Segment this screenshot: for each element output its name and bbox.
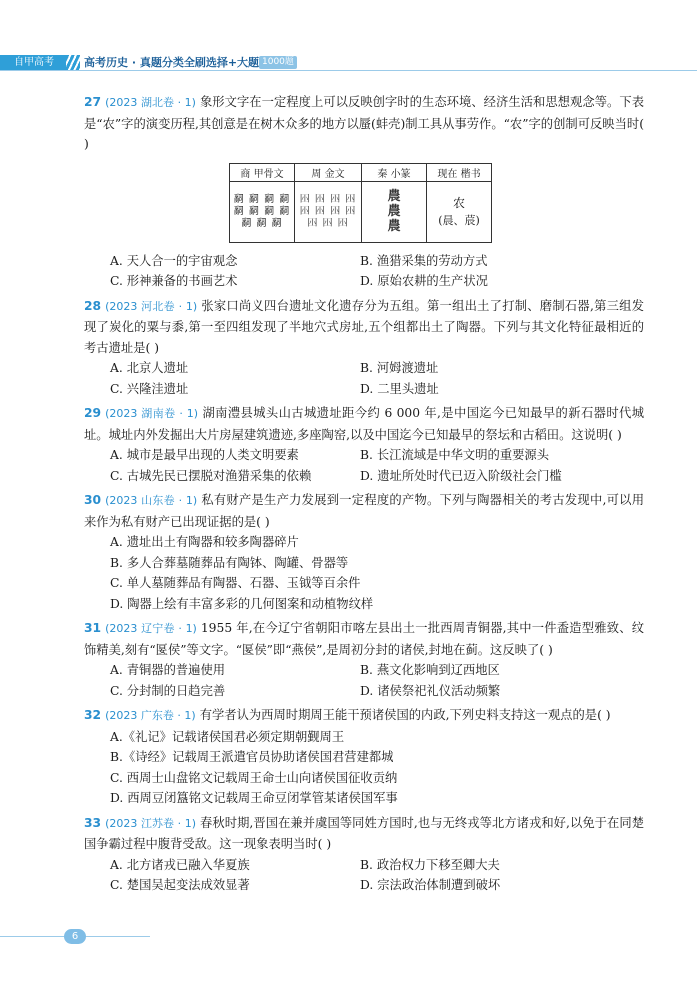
option-a[interactable]: A. 遗址出土有陶器和较多陶器碎片 xyxy=(110,535,299,549)
option-c[interactable]: C. 单人墓随葬品有陶器、石器、玉钺等百余件 xyxy=(110,576,361,590)
header-tag: 自甲高考 xyxy=(0,55,66,71)
option-list xyxy=(110,358,644,399)
question-text: 张家口尚义四台遗址文化遗存分为五组。第一组出土了打制、磨制石器,第三组发现了炭化的粟与黍,第一至四组发现了半地穴式房址,五个组都出土了陶器。下列与其文化特征最相近的考古遗址是( ) xyxy=(84,298,644,355)
question-number: 28 xyxy=(84,298,102,313)
question-source: (2023 湖南卷 · 1) xyxy=(105,407,199,420)
option-list xyxy=(110,660,644,701)
question-number: 32 xyxy=(84,708,102,722)
option-b[interactable]: B. 多人合葬墓随葬品有陶钵、陶罐、骨器等 xyxy=(110,555,349,570)
question-source: (2023 河北卷 · 1) xyxy=(105,299,198,313)
option-a[interactable]: A.《礼记》记载诸侯国君必须定期朝觐周王 xyxy=(110,729,345,744)
question-33 xyxy=(84,813,644,896)
option-c[interactable]: C. 兴隆洼遗址 xyxy=(110,381,189,396)
seal-glyphs-cell xyxy=(362,181,427,242)
header-badge: 1000题 xyxy=(259,56,297,69)
question-27 xyxy=(84,92,644,292)
question-source: (2023 辽宁卷 · 1) xyxy=(105,622,197,635)
question-number: 29 xyxy=(84,406,102,420)
option-b[interactable]: B.《诗经》记载周王派遣官员协助诸侯国君营建都城 xyxy=(110,750,394,764)
question-stem xyxy=(84,403,644,445)
question-number: 33 xyxy=(84,815,102,830)
question-text: 有学者认为西周时期周王能干预诸侯国的内政,下列史料支持这一观点的是( ) xyxy=(199,708,611,722)
option-a[interactable]: A. 青铜器的普遍使用 xyxy=(110,663,226,677)
table-header-bronze: 周 金文 xyxy=(295,163,362,181)
option-b[interactable]: B. 燕文化影响到辽西地区 xyxy=(360,663,500,677)
option-c[interactable]: C. 形神兼备的书画艺术 xyxy=(110,274,238,288)
question-stem xyxy=(84,618,644,660)
question-30 xyxy=(84,490,644,614)
oracle-bone-glyphs-image: 𤔲 𤔲 𤔲 𤔲 𤔲 𤔲 𤔲 𤔲 𤔲 𤔲 𤔲 xyxy=(233,193,291,229)
option-a[interactable]: A. 北方诸戎已融入华夏族 xyxy=(110,857,250,872)
question-source: (2023 湖北卷 · 1) xyxy=(105,96,196,109)
bronze-glyphs-cell xyxy=(295,181,362,242)
question-source: (2023 广东卷 · 1) xyxy=(105,709,196,722)
page-header xyxy=(0,55,697,71)
option-b[interactable]: B. 政治权力下移至卿大夫 xyxy=(360,857,500,872)
option-d[interactable]: D. 陶器上绘有丰富多彩的几何图案和动植物纹样 xyxy=(110,596,374,611)
question-source: (2023 江苏卷 · 1) xyxy=(105,816,196,830)
question-28 xyxy=(84,296,644,400)
question-text: 象形文字在一定程度上可以反映创字时的生态环境、经济生活和思想观念等。下表是“农”字的演变历程,其创意是在树木众多的地方以蜃(蚌壳)制工具从事劳作。“农”字的创制可反映当时( ) xyxy=(84,95,644,151)
kaishu-cell xyxy=(427,181,492,242)
question-text: 春秋时期,晋国在兼并虞国等同姓方国时,也与无终戎等北方诸戎和好,以免于在同楚国争霸过程中腹背受敌。这一现象表明当时( ) xyxy=(84,815,645,851)
question-stem xyxy=(84,92,644,155)
question-text: 私有财产是生产力发展到一定程度的产物。下列与陶器相关的考古发现中,可以用来作为私有财产已出现证据的是( ) xyxy=(84,493,644,529)
question-31 xyxy=(84,618,644,701)
option-list xyxy=(110,445,644,486)
option-list xyxy=(110,251,644,292)
character-evolution-table xyxy=(229,163,492,243)
header-divider xyxy=(0,70,697,71)
option-d[interactable]: D. 西周豆闭簋铭文记载周王命豆闭掌管某诸侯国军事 xyxy=(110,791,398,805)
header-stripe-decoration xyxy=(66,55,80,71)
table-header-seal: 秦 小篆 xyxy=(362,163,427,181)
question-number: 30 xyxy=(84,493,102,507)
table-header-oracle: 商 甲骨文 xyxy=(230,163,295,181)
seal-glyphs-image: 農 農 農 xyxy=(387,189,401,234)
header-title: 高考历史 · 真题分类全刷选择+大题 xyxy=(84,56,260,69)
page-number: 6 xyxy=(64,929,86,944)
option-list xyxy=(110,855,644,896)
option-c[interactable]: C. 古城先民已摆脱对渔猎采集的依赖 xyxy=(110,468,312,483)
question-stem xyxy=(84,296,644,359)
option-c[interactable]: C. 楚国吴起变法成效显著 xyxy=(110,878,250,892)
option-d[interactable]: D. 诸侯祭祀礼仪活动频繁 xyxy=(360,683,501,698)
option-b[interactable]: B. 长江流域是中华文明的重要源头 xyxy=(360,448,550,462)
option-a[interactable]: A. 城市是最早出现的人类文明要素 xyxy=(110,448,299,462)
option-d[interactable]: D. 宗法政治体制遭到破坏 xyxy=(360,878,501,892)
option-d[interactable]: D. 遗址所处时代已迈入阶级社会门槛 xyxy=(360,468,562,483)
question-29 xyxy=(84,403,644,486)
option-a[interactable]: A. 北京人遗址 xyxy=(110,361,189,375)
kaishu-variants: (晨、莀) xyxy=(438,213,480,227)
option-b[interactable]: B. 渔猎采集的劳动方式 xyxy=(360,253,488,268)
question-stem xyxy=(84,490,644,532)
question-list xyxy=(84,88,644,896)
option-c[interactable]: C. 分封制的日趋完善 xyxy=(110,683,226,698)
option-c[interactable]: C. 西周士山盘铭文记载周王命士山向诸侯国征收贡纳 xyxy=(110,770,398,785)
oracle-bone-glyphs-cell xyxy=(230,181,295,242)
question-32 xyxy=(84,705,644,809)
option-d[interactable]: D. 原始农耕的生产状况 xyxy=(360,274,488,288)
table-header-kaishu: 现在 楷书 xyxy=(427,163,492,181)
question-text: 1955 年,在今辽宁省朝阳市喀左县出土一批西周青铜器,其中一件盉造型雅致、纹饰精美,刻有“匽侯”等文字。“匽侯”即“燕侯”,是周初分封的诸侯,封地在蓟。这反映了( ) xyxy=(84,621,644,657)
option-a[interactable]: A. 天人合一的宇宙观念 xyxy=(110,253,238,268)
option-list xyxy=(110,532,644,614)
bronze-glyphs-image: 𡆧 𡆧 𡆧 𡆧 𡆧 𡆧 𡆧 𡆧 𡆧 𡆧 𡆧 xyxy=(299,193,357,229)
option-b[interactable]: B. 河姆渡遗址 xyxy=(360,361,439,375)
question-stem xyxy=(84,813,644,855)
kaishu-char: 农 xyxy=(452,195,465,210)
option-d[interactable]: D. 二里头遗址 xyxy=(360,381,439,396)
question-number: 27 xyxy=(84,95,102,109)
question-number: 31 xyxy=(84,621,102,635)
question-source: (2023 山东卷 · 1) xyxy=(105,494,198,507)
option-list xyxy=(110,727,644,809)
question-stem xyxy=(84,705,644,727)
question-text: 湖南澧县城头山古城遗址距今约 6 000 年,是中国迄今已知最早的新石器时代城址。城址内外发掘出大片房屋建筑遗迹,多座陶窑,以及中国迄今已知最早的祭坛和古稻田。这说明( ) xyxy=(84,406,645,442)
